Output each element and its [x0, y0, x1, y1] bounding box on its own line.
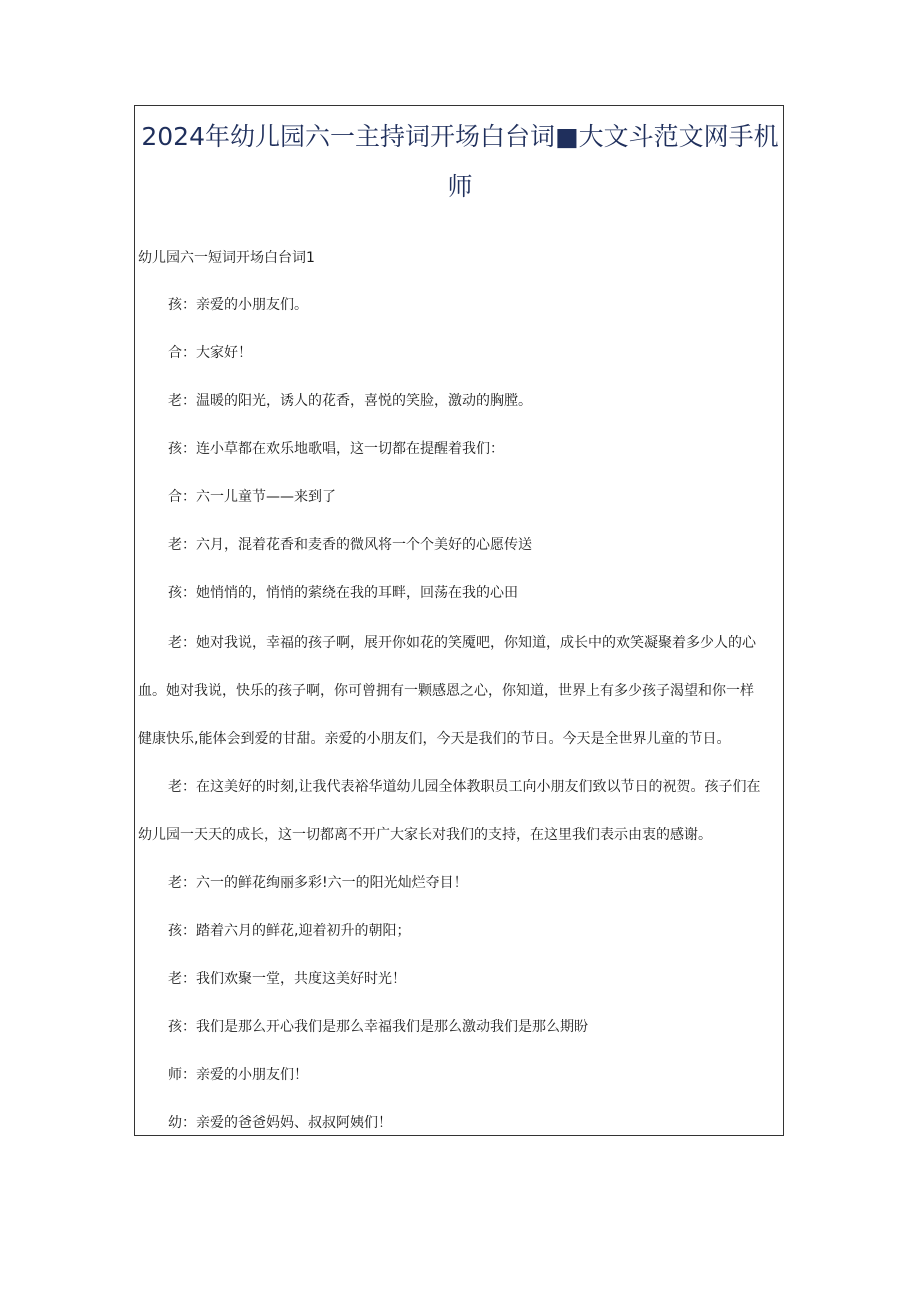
paragraph: 老：我们欢聚一堂，共度这美好时光！ — [168, 971, 406, 987]
section-heading: 幼儿园六一短词开场白台词1 — [138, 250, 315, 266]
paragraph: 孩：踏着六月的鲜花,迎着初升的朝阳； — [168, 923, 411, 939]
paragraph: 孩：连小草都在欢乐地歌唱，这一切都在提醒着我们： — [168, 441, 504, 457]
paragraph-continuation: 血。她对我说，快乐的孩子啊，你可曾拥有一颗感恩之心，你知道，世界上有多少孩子渴望和你一样 — [138, 683, 754, 699]
title-line-1: 2024年幼儿园六一主持词开场白台词■大文斗范文网手机 — [141, 122, 779, 151]
paragraph-continuation: 幼儿园一天天的成长，这一切都离不开广大家长对我们的支持，在这里我们表示由衷的感谢。 — [138, 827, 712, 843]
document-title — [0, 112, 920, 212]
paragraph: 老：在这美好的时刻,让我代表裕华道幼儿园全体教职员工向小朋友们致以节日的祝贺。孩子们在 — [168, 779, 761, 795]
paragraph: 老：六一的鲜花绚丽多彩!六一的阳光灿烂夺目！ — [168, 875, 468, 891]
paragraph: 幼：亲爱的爸爸妈妈、叔叔阿姨们！ — [168, 1115, 392, 1131]
title-line-2: 师 — [447, 172, 473, 201]
paragraph: 孩：她悄悄的，悄悄的萦绕在我的耳畔，回荡在我的心田 — [168, 585, 518, 601]
paragraph: 孩：亲爱的小朋友们。 — [168, 297, 308, 313]
paragraph: 合：大家好！ — [168, 345, 252, 361]
paragraph: 老：六月，混着花香和麦香的微风将一个个美好的心愿传送 — [168, 537, 532, 553]
paragraph: 老：她对我说，幸福的孩子啊，展开你如花的笑魇吧，你知道，成长中的欢笑凝聚着多少人的心 — [168, 635, 756, 651]
paragraph: 老：温暖的阳光，诱人的花香，喜悦的笑脸，激动的胸膛。 — [168, 393, 532, 409]
paragraph: 合：六一儿童节——来到了 — [168, 489, 336, 505]
paragraph: 师：亲爱的小朋友们！ — [168, 1067, 308, 1083]
paragraph-continuation: 健康快乐,能体会到爱的甘甜。亲爱的小朋友们，今天是我们的节日。今天是全世界儿童的节日。 — [138, 731, 731, 747]
paragraph: 孩：我们是那么开心我们是那么幸福我们是那么激动我们是那么期盼 — [168, 1019, 588, 1035]
